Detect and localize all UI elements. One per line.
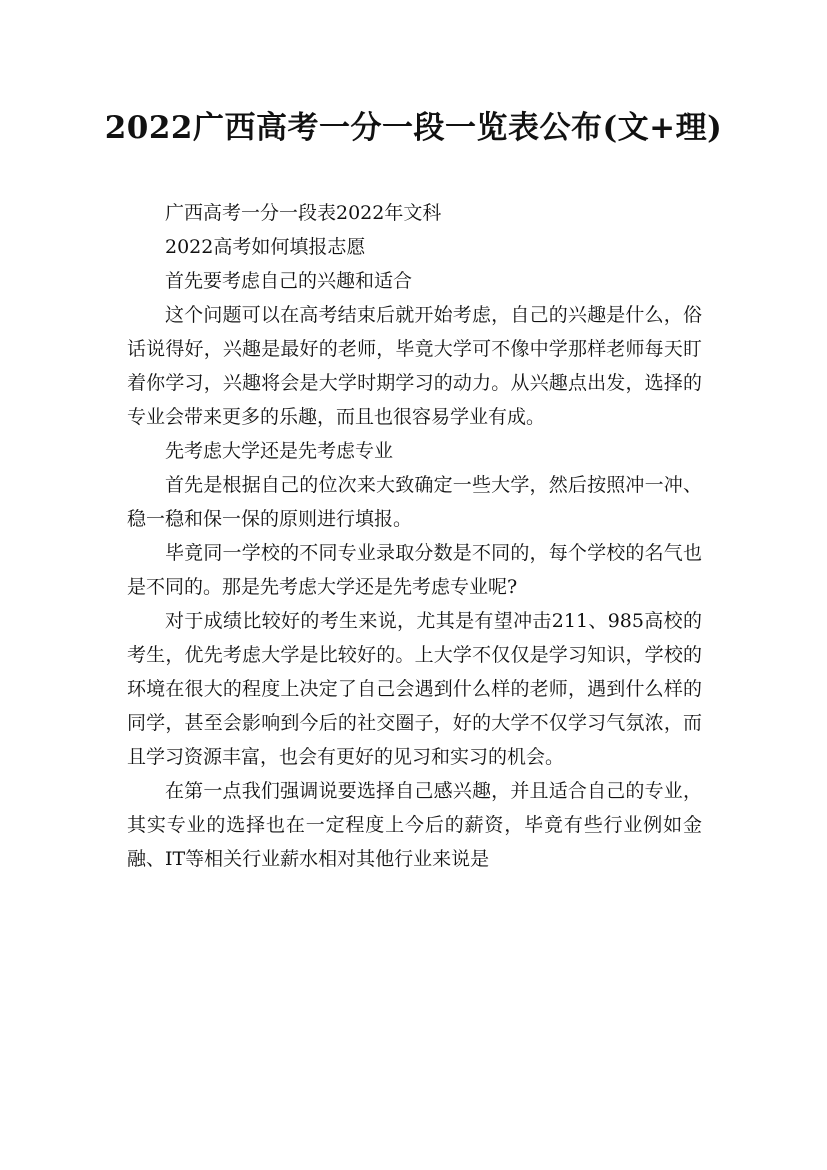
paragraph-heading-wenke: 广西高考一分一段表2022年文科 <box>165 202 442 224</box>
paragraph-interest-body: 这个问题可以在高考结束后就开始考虑，自己的兴趣是什么，俗话说得好，兴趣是最好的老师，毕竟大学可不像中学那样老师每天盯着你学习，兴趣将会是大学时期学习的动力。从兴趣点出发，选择的专业会带来更多的乐趣，而且也很容易学业有成。 <box>127 304 702 428</box>
paragraph-heading-university-or-major: 先考虑大学还是先考虑专业 <box>165 440 394 462</box>
document-body <box>127 196 702 876</box>
paragraph-top-students-body: 对于成绩比较好的考生来说，尤其是有望冲击211、985高校的考生，优先考虑大学是比较好的。上大学不仅仅是学习知识，学校的环境在很大的程度上决定了自己会遇到什么样的老师，遇到什么样的同学，甚至会影响到今后的社交圈子，好的大学不仅学习气氛浓，而且学习资源丰富，也会有更好的见习和实习的机会。 <box>127 610 702 768</box>
paragraph-heading-interest: 首先要考虑自己的兴趣和适合 <box>165 270 413 292</box>
paragraph-major-salary-body: 在第一点我们强调说要选择自己感兴趣，并且适合自己的专业，其实专业的选择也在一定程度上今后的薪资，毕竟有些行业例如金融、IT等相关行业薪水相对其他行业来说是 <box>127 780 702 870</box>
document-title: 2022广西高考一分一段一览表公布(文+理) <box>104 110 723 146</box>
paragraph-scores-body: 毕竟同一学校的不同专业录取分数是不同的，每个学校的名气也是不同的。那是先考虑大学还是先考虑专业呢? <box>127 542 702 598</box>
paragraph-heading-volunteer: 2022高考如何填报志愿 <box>165 236 366 258</box>
paragraph-ranking-body: 首先是根据自己的位次来大致确定一些大学，然后按照冲一冲、稳一稳和保一保的原则进行填报。 <box>127 474 702 530</box>
